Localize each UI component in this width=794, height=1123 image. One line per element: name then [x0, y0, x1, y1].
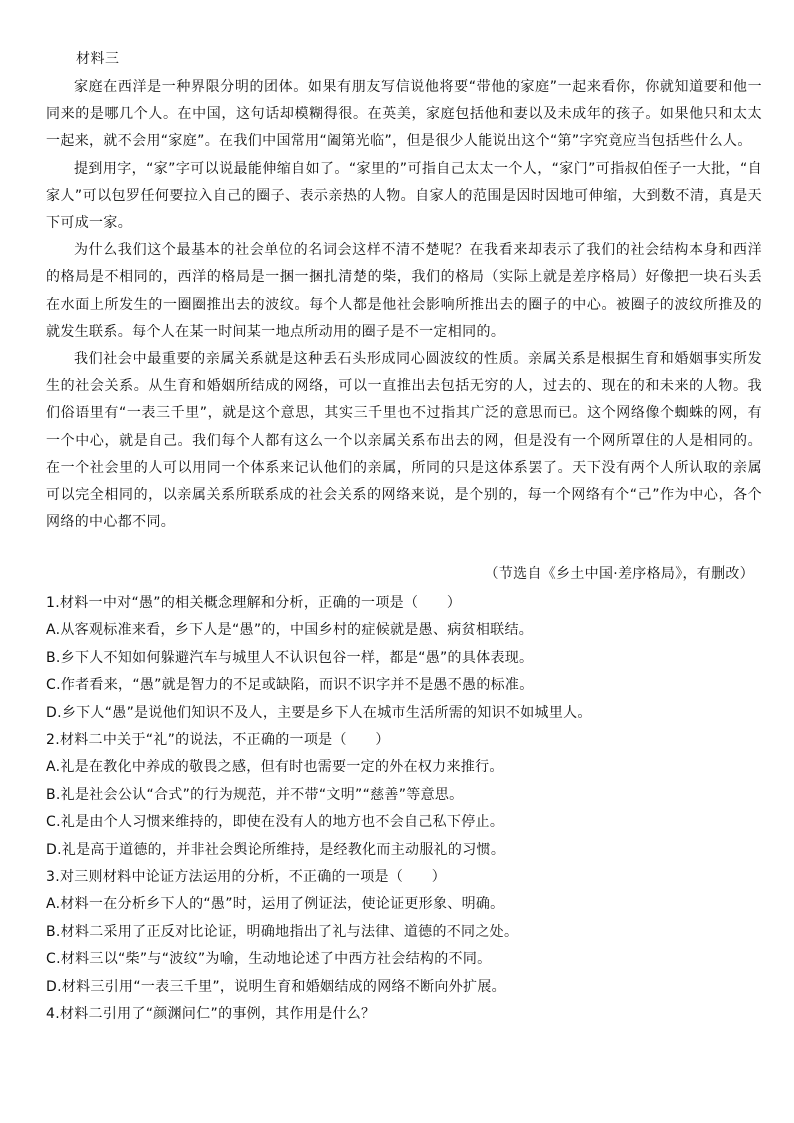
- paragraph: 家庭在西洋是一种界限分明的团体。如果有朋友写信说他将要“带他的家庭”一起来看你，你就知道要和他一同来的是哪几个人。在中国，这句话却模糊得很。在英美，家庭包括他和妻以及未成年的孩子。如果他只和太太一起来，就不会用“家庭”。在我们中国常用“阖第光临”，但是很少人能说出这个“第”字究竟应当包括些什么人。: [46, 79, 762, 150]
- question-1-option-d: D.乡下人“愚”是说他们知识不及人，主要是乡下人在城市生活所需的知识不如城里人。: [46, 704, 592, 721]
- question-1-option-b: B.乡下人不知如何躲避汽车与城里人不认识包谷一样，都是“愚”的具体表现。: [46, 649, 534, 666]
- source-citation: （节选自《乡土中国·差序格局》，有删改）: [484, 566, 754, 582]
- question-2-option-b: B.礼是社会公认“合式”的行为规范，并不带“文明”“慈善”等意思。: [46, 786, 464, 803]
- question-list: [46, 590, 762, 1029]
- section-title: 材料三: [76, 51, 120, 67]
- question-1-option-c: C.作者看来，“愚”就是智力的不足或缺陷，而识不识字并不是愚不愚的标准。: [46, 677, 534, 694]
- question-2-stem: 2.材料二中关于“礼”的说法，不正确的一项是（ ）: [46, 732, 390, 749]
- paragraph: 提到用字，“家”字可以说最能伸缩自如了。“家里的”可指自己太太一个人，“家门”可指叔伯侄子一大批，“自家人”可以包罗任何要拉入自己的圈子、表示亲热的人物。自家人的范围是因时因地可伸缩，大到数不清，真是天下可成一家。: [46, 160, 762, 232]
- question-3-stem: 3.对三则材料中论证方法运用的分析，不正确的一项是（ ）: [46, 869, 447, 886]
- question-1-option-a: A.从客观标准来看，乡下人是“愚”的，中国乡村的症候就是愚、病贫相联结。: [46, 622, 534, 639]
- question-3-option-d: D.材料三引用“一表三千里”，说明生育和婚姻结成的网络不断向外扩展。: [46, 978, 506, 995]
- question-2-option-a: A.礼是在教化中养成的敬畏之感，但有时也需要一定的外在权力来推行。: [46, 759, 504, 776]
- question-2-option-c: C.礼是由个人习惯来维持的，即使在没有人的地方也不会自己私下停止。: [46, 814, 505, 831]
- question-2-option-d: D.礼是高于道德的，并非社会舆论所维持，是经教化而主动服礼的习惯。: [46, 841, 506, 858]
- question-4-stem: 4.材料二引用了“颜渊问仁”的事例，其作用是什么？: [46, 1006, 376, 1023]
- paragraph: 为什么我们这个最基本的社会单位的名词会这样不清不楚呢？在我看来却表示了我们的社会结构本身和西洋的格局是不相同的，西洋的格局是一捆一捆扎清楚的柴，我们的格局（实际上就是差序格局）好像把一块石头丢在水面上所发生的一圈圈推出去的波纹。每个人都是他社会影响所推出去的圈子的中心。被圈子的波纹所推及的就发生联系。每个人在某一时间某一地点所动用的圈子是不一定相同的。: [46, 242, 762, 340]
- question-3-option-c: C.材料三以“柴”与“波纹”为喻，生动地论述了中西方社会结构的不同。: [46, 951, 492, 968]
- question-3-option-a: A.材料一在分析乡下人的“愚”时，运用了例证法，使论证更形象、明确。: [46, 896, 505, 913]
- question-3-option-b: B.材料二采用了正反对比论证，明确地指出了礼与法律、道德的不同之处。: [46, 923, 519, 940]
- material-body: [46, 74, 762, 536]
- question-1-stem: 1.材料一中对“愚”的相关概念理解和分析，正确的一项是（ ）: [46, 595, 462, 611]
- paragraph: 我们社会中最重要的亲属关系就是这种丢石头形成同心圆波纹的性质。亲属关系是根据生育和婚姻事实所发生的社会关系。从生育和婚姻所结成的网络，可以一直推出去包括无穷的人，过去的、现在的和未来的人物。我们俗语里有“一表三千里”，就是这个意思，其实三千里也不过指其广泛的意思而已。这个网络像个蜘蛛的网，有一个中心，就是自己。我们每个人都有这么一个以亲属关系布出去的网，但是没有一个网所罩住的人是相同的。在一个社会里的人可以用同一个体系来记认他们的亲属，所同的只是这体系罢了。天下没有两个人所认取的亲属可以完全相同的，以亲属关系所联系成的社会关系的网络来说，是个别的，每一个网络有个“己”作为中心，各个网络的中心都不同。: [46, 351, 762, 531]
